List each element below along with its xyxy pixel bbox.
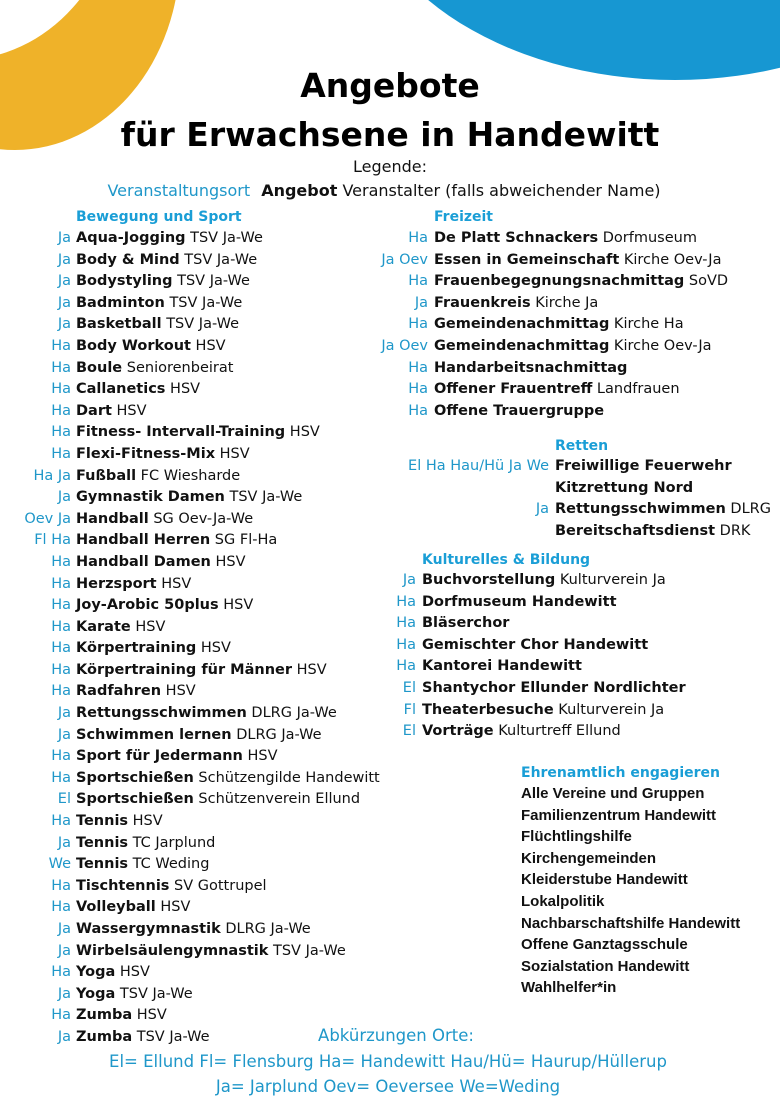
ehrenamt-list-item: Flüchtlingshilfe [521, 828, 632, 846]
location-code: Ha [51, 769, 71, 786]
offer-name: Tennis [76, 813, 129, 830]
location-code: El [57, 791, 71, 808]
organizer-name: SoVD [684, 273, 729, 290]
kultur-list-item [0, 635, 780, 657]
location-code: Ja [57, 705, 71, 722]
ehrenamt-list [521, 783, 740, 999]
ehrenamt-list-item: Offene Ganztagsschule [521, 936, 688, 954]
retten-list [0, 456, 780, 542]
organizer-name: Kulturverein Ja [553, 701, 665, 718]
location-code: Ha [51, 337, 71, 354]
kultur-list-item [0, 700, 780, 722]
offer-name: Theaterbesuche [422, 701, 554, 718]
organizer-name: Schützengilde Handewitt [193, 769, 380, 786]
location-code: Ja [57, 230, 71, 246]
organizer-name: HSV [242, 748, 278, 765]
offer-name: Wirbelsäulengymnastik [76, 942, 269, 959]
location-code: Ha [51, 359, 71, 376]
offer-name: Rettungsschwimmen [76, 705, 247, 722]
offer-name: Freiwillige Feuerwehr [555, 458, 732, 474]
location-code: Ha [51, 899, 71, 916]
organizer-name: TSV Ja-We [185, 230, 263, 246]
section-heading-sport: Bewegung und Sport [76, 209, 242, 225]
location-code: Ha [51, 1007, 71, 1024]
legend-place: Veranstaltungsort [107, 181, 251, 200]
offer-name: Volleyball [76, 899, 156, 916]
location-code: El Ha Hau/Hü Ja We [408, 458, 549, 474]
organizer-name: TC Weding [128, 856, 210, 873]
organizer-name: SG Fl-Ha [210, 532, 278, 549]
offer-name: Fußball [76, 467, 137, 484]
organizer-name: HSV [111, 402, 147, 419]
organizer-name: HSV [292, 661, 327, 678]
offer-name: De Platt Schnackers [434, 230, 599, 246]
offer-name: Dart [76, 402, 112, 419]
ehrenamt-list-item: Sozialstation Handewitt [521, 957, 690, 975]
organizer-name: TSV Ja-We [224, 489, 303, 506]
offer-name: Radfahren [76, 683, 162, 700]
offer-name: Essen in Gemeinschaft [434, 251, 620, 268]
offer-name: Sportschießen [76, 769, 194, 786]
location-code: Ha [51, 748, 71, 765]
abbreviations-line-2: Ja= Jarplund Oev= Oeversee We=Weding [215, 1077, 561, 1096]
page-title: Angebote [300, 66, 480, 105]
freizeit-list-item [0, 250, 780, 272]
location-code: Ja [57, 985, 71, 1002]
organizer-name: HSV [215, 445, 250, 462]
offer-name: Bläserchor [422, 615, 510, 632]
kultur-list-item [0, 592, 780, 614]
freizeit-list-item [0, 228, 780, 250]
location-code: We [48, 856, 71, 873]
location-code: Ha [408, 273, 428, 290]
location-code: El [402, 723, 416, 740]
kultur-list [0, 570, 780, 743]
location-code: Ja [535, 501, 549, 518]
sport-list-item [0, 1005, 780, 1027]
offer-name: Basketball [76, 316, 162, 333]
location-code: El [402, 679, 416, 696]
offer-name: Frauenbegegnungsnachmittag [434, 273, 685, 290]
section-heading-ehrenamt: Ehrenamtlich engagieren [521, 765, 720, 781]
offer-name: Flexi-Fitness-Mix [76, 445, 216, 462]
kultur-list-item [0, 656, 780, 678]
organizer-name: Kirche Ha [609, 316, 684, 333]
location-code: Fl [403, 701, 416, 718]
ehrenamt-list-item: Familienzentrum Handewitt [521, 806, 717, 824]
organizer-name: DLRG Ja-We [220, 921, 311, 937]
freizeit-list [0, 228, 780, 422]
offer-name: Yoga [76, 964, 116, 981]
offer-name: Buchvorstellung [422, 572, 556, 588]
location-code: Ja Oev [381, 337, 428, 354]
organizer-name: SG Oev-Ja-We [148, 510, 254, 527]
organizer-name: Seniorenbeirat [122, 359, 234, 376]
offer-name: Vorträge [422, 723, 494, 740]
organizer-name: Kirche Oev-Ja [619, 251, 722, 268]
offer-name: Wassergymnastik [76, 921, 221, 937]
organizer-name: TSV Ja-We [164, 294, 243, 311]
offer-name: Handarbeitsnachmittag [434, 359, 628, 376]
freizeit-list-item [0, 271, 780, 293]
organizer-name: HSV [130, 618, 166, 635]
location-code: Ha [51, 683, 71, 700]
location-code: Ha [51, 575, 71, 592]
offer-name: Gymnastik Damen [76, 489, 225, 506]
offer-name: Karate [76, 618, 131, 635]
organizer-name: HSV [156, 575, 192, 592]
organizer-name: Landfrauen [592, 381, 680, 398]
retten-list-item [0, 456, 780, 478]
organizer-name: Kulturtreff Ellund [493, 723, 621, 740]
retten-list-item [0, 499, 780, 521]
organizer-name: HSV [128, 813, 163, 830]
organizer-name: TSV Ja-We [132, 1028, 210, 1045]
location-code: Ja [57, 251, 71, 268]
offer-name: Sportschießen [76, 791, 194, 808]
organizer-name: HSV [210, 553, 246, 570]
freizeit-list-item [0, 379, 780, 401]
offer-name: Joy-Arobic 50plus [76, 597, 219, 614]
location-code: Ja [414, 294, 428, 311]
organizer-name: TSV Ja-We [172, 273, 250, 290]
location-code: Ja [57, 921, 71, 937]
freizeit-list-item [0, 336, 780, 358]
organizer-name: DLRG [725, 501, 771, 518]
location-code: Oev Ja [24, 510, 71, 527]
location-code: Ha [396, 636, 416, 653]
legend-line [0, 181, 768, 200]
organizer-name: HSV [190, 337, 226, 354]
organizer-name: TC Jarplund [128, 834, 216, 851]
offer-name: Bereitschaftsdienst [555, 522, 716, 539]
freizeit-list-item [0, 358, 780, 380]
organizer-name: Kirche Ja [530, 294, 599, 311]
location-code: Ha [51, 640, 71, 657]
offer-name: Rettungsschwimmen [555, 501, 726, 518]
organizer-name: DRK [715, 522, 751, 539]
location-code: Ja [402, 572, 416, 588]
offer-name: Kantorei Handewitt [422, 658, 582, 675]
offer-name: Badminton [76, 294, 165, 311]
section-heading-retten: Retten [555, 438, 609, 454]
ehrenamt-list-item: Nachbarschaftshilfe Handewitt [521, 914, 741, 932]
location-code: Ha [408, 402, 428, 419]
ehrenamt-list-item: Wahlhelfer*in [521, 979, 617, 997]
location-code: Ha [51, 877, 71, 894]
organizer-name: HSV [196, 640, 231, 657]
organizer-name: Dorfmuseum [598, 230, 697, 246]
offer-name: Tennis [76, 856, 129, 873]
offer-name: Callanetics [76, 381, 166, 398]
location-code: Ja [57, 316, 71, 333]
location-code: Ja [57, 1028, 71, 1045]
offer-name: Offene Trauergruppe [434, 402, 605, 419]
organizer-name: HSV [218, 597, 254, 614]
kultur-list-item [0, 570, 780, 592]
location-code: Ha Ja [33, 467, 71, 484]
offer-name: Gemeindenachmittag [434, 316, 610, 333]
location-code: Ha [51, 381, 71, 398]
section-heading-kultur: Kulturelles & Bildung [422, 552, 591, 568]
freizeit-list-item [0, 293, 780, 315]
offer-name: Offener Frauentreff [434, 381, 593, 398]
offer-name: Body Workout [76, 337, 191, 354]
ehrenamt-list-item: Kleiderstube Handewitt [521, 871, 688, 889]
offer-name: Tennis [76, 834, 129, 851]
location-code: Ha [51, 424, 71, 441]
location-code: Fl Ha [34, 532, 71, 549]
location-code: Ha [408, 316, 428, 333]
location-code: Ha [51, 813, 71, 830]
organizer-name: TSV Ja-We [268, 942, 346, 959]
offer-name: Fitness- Intervall-Training [76, 424, 286, 441]
organizer-name: DLRG Ja-We [246, 705, 337, 722]
organizer-name: TSV Ja-We [179, 251, 258, 268]
offer-name: Herzsport [76, 575, 157, 592]
location-code: Ha [51, 553, 71, 570]
offer-name: Shantychor Ellunder Nordlichter [422, 679, 686, 696]
offer-name: Body & Mind [76, 251, 180, 268]
location-code: Ha [51, 618, 71, 635]
kultur-list-item [0, 721, 780, 743]
section-heading-freizeit: Freizeit [434, 209, 494, 225]
offer-name: Sport für Jedermann [76, 748, 243, 765]
organizer-name: SV Gottrupel [169, 877, 267, 894]
offer-name: Gemeindenachmittag [434, 337, 610, 354]
organizer-name: HSV [161, 683, 196, 700]
sport-list-item [0, 422, 780, 444]
offer-name: Frauenkreis [434, 294, 531, 311]
offer-name: Handball Damen [76, 553, 211, 570]
organizer-name: FC Wiesharde [136, 467, 241, 484]
organizer-name: TSV Ja-We [115, 985, 193, 1002]
location-code: Ja [57, 489, 71, 506]
location-code: Ha [51, 964, 71, 981]
page-subtitle: für Erwachsene in Handewitt [120, 115, 660, 154]
retten-list-item [0, 521, 780, 543]
offer-name: Yoga [76, 985, 116, 1002]
ehrenamt-list-item: Kirchengemeinden [521, 849, 657, 867]
location-code: Ha [396, 658, 416, 675]
offer-name: Zumba [76, 1007, 133, 1024]
organizer-name: HSV [285, 424, 320, 441]
location-code: Ja [57, 834, 71, 851]
location-code: Ja [57, 942, 71, 959]
ehrenamt-list-item: Alle Vereine und Gruppen [521, 785, 705, 802]
legend-organizer: Veranstalter (falls abweichender Name) [342, 181, 661, 200]
kultur-list-item [0, 678, 780, 700]
abbreviations-title: Abkürzungen Orte: [318, 1026, 474, 1045]
organizer-name: Schützenverein Ellund [193, 791, 361, 808]
location-code: Ha [51, 445, 71, 462]
organizer-name: HSV [115, 964, 150, 981]
offer-name: Zumba [76, 1028, 133, 1045]
offer-name: Körpertraining für Männer [76, 661, 293, 678]
offer-name: Kitzrettung Nord [555, 479, 694, 496]
location-code: Ha [51, 402, 71, 419]
legend-offer: Angebot [261, 181, 338, 200]
location-code: Ha [51, 661, 71, 678]
kultur-list-item [0, 613, 780, 635]
location-code: Ha [408, 359, 428, 376]
freizeit-list-item [0, 401, 780, 423]
location-code: Ha [51, 597, 71, 614]
offer-name: Boule [76, 359, 123, 376]
location-code: Ja [57, 273, 71, 290]
location-code: Ha [396, 615, 416, 632]
offer-name: Tischtennis [76, 877, 170, 894]
abbreviations-line-1: El= Ellund Fl= Flensburg Ha= Handewitt Hau/Hü= Haurup/Hüllerup [109, 1052, 667, 1071]
location-code: Ja [57, 294, 71, 311]
location-code: Ja Oev [381, 251, 428, 268]
freizeit-list-item [0, 314, 780, 336]
offer-name: Dorfmuseum Handewitt [422, 593, 617, 610]
organizer-name: Kirche Oev-Ja [609, 337, 712, 354]
offer-name: Gemischter Chor Handewitt [422, 636, 649, 653]
location-code: Ha [408, 230, 428, 246]
location-code: Ja [57, 726, 71, 743]
offer-name: Körpertraining [76, 640, 197, 657]
ehrenamt-list-item: Lokalpolitik [521, 892, 605, 910]
legend-title: Legende: [352, 157, 427, 176]
organizer-name: HSV [155, 899, 191, 916]
offer-name: Aqua-Jogging [76, 230, 186, 246]
organizer-name: Kulturverein Ja [555, 572, 666, 588]
organizer-name: HSV [132, 1007, 167, 1024]
organizer-name: HSV [165, 381, 201, 398]
offer-name: Bodystyling [76, 273, 173, 290]
offer-name: Handball Herren [76, 532, 211, 549]
location-code: Ha [408, 381, 428, 398]
offer-name: Handball [76, 510, 149, 527]
offer-name: Schwimmen lernen [76, 726, 232, 743]
organizer-name: TSV Ja-We [161, 316, 240, 333]
location-code: Ha [396, 593, 416, 610]
organizer-name: DLRG Ja-We [231, 726, 322, 743]
retten-list-item [0, 478, 780, 500]
